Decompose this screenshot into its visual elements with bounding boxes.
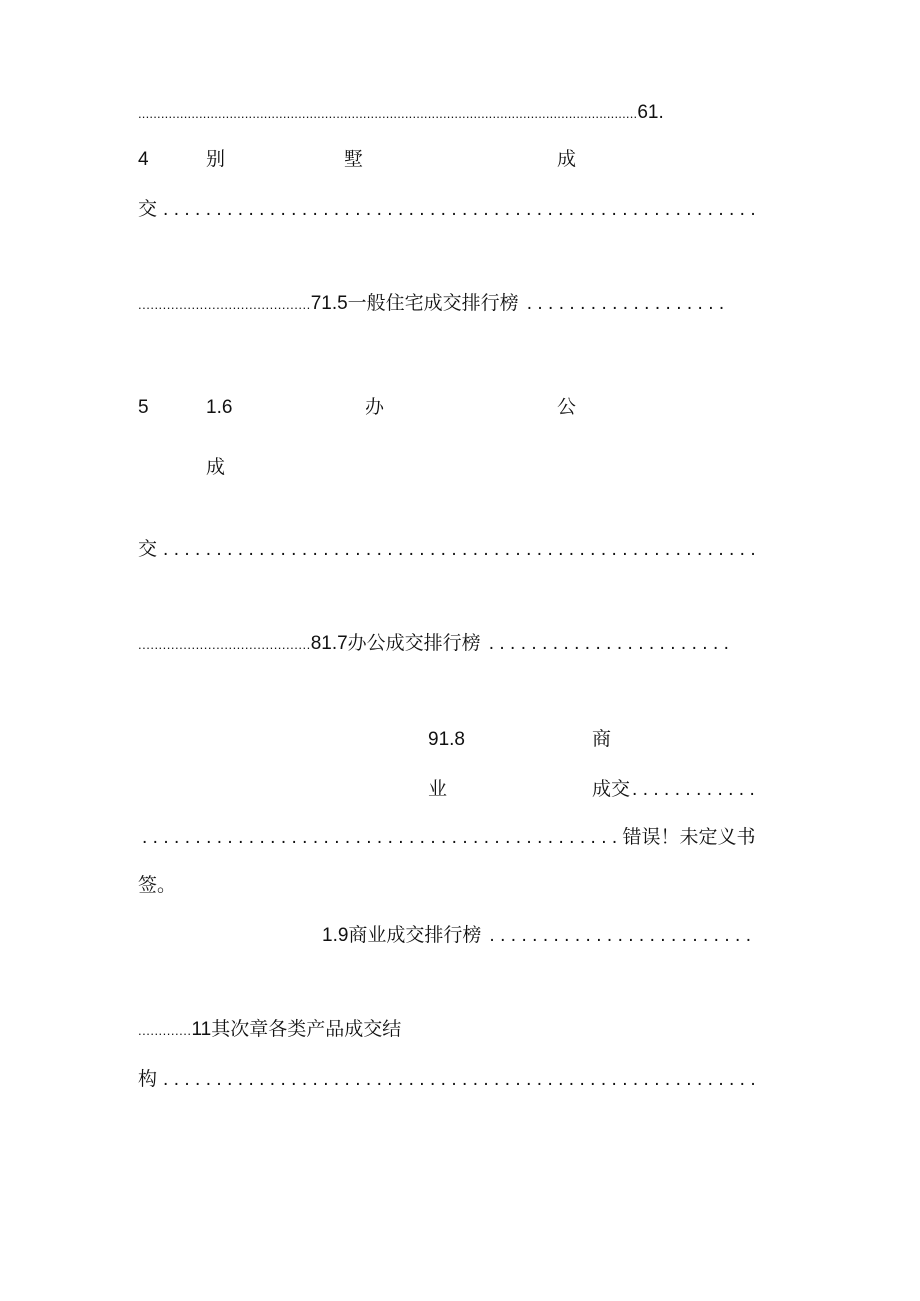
leader-dots: ............: [632, 779, 761, 800]
leader-dots: .............: [138, 1023, 192, 1038]
toc-line-3[interactable]: [138, 198, 761, 222]
toc-line-2-char-3: 成: [557, 149, 577, 170]
toc-entry-title: 81.7办公成交排行榜: [310, 633, 481, 654]
toc-line-9-char: 商: [592, 729, 612, 750]
toc-line-4[interactable]: [138, 292, 730, 317]
toc-entry-title: 11其次章各类产品成交结: [191, 1019, 402, 1040]
toc-line-5-char-1: 办: [365, 397, 385, 418]
toc-error-text: 错误！未定义书: [622, 827, 756, 848]
toc-line-14[interactable]: [138, 1018, 401, 1043]
toc-line-5-number: 5: [138, 397, 149, 418]
page-number: 61.: [637, 102, 664, 123]
toc-line-5-char-2: 公: [557, 397, 577, 418]
leader-dots: .........................: [489, 925, 757, 946]
toc-line-15[interactable]: [138, 1068, 761, 1092]
toc-line-1[interactable]: [138, 101, 664, 126]
leader-dots: ........................................................: [163, 1069, 762, 1090]
leader-dots: .......................: [488, 633, 735, 654]
toc-line-12-text: 签。: [138, 875, 177, 896]
leader-dots: ..........................................: [138, 637, 311, 652]
leader-dots: ........................................................: [163, 199, 762, 220]
toc-line-2-char-1: 别: [206, 149, 226, 170]
toc-line-8[interactable]: [138, 632, 734, 657]
toc-line-7[interactable]: [138, 538, 761, 562]
leader-dots: ..........................................: [138, 297, 311, 312]
toc-line-10-char: 业: [428, 779, 448, 800]
leader-dots: ...................................................................................................................................: [138, 106, 638, 121]
toc-line-2-char-2: 墅: [344, 149, 364, 170]
leader-dots: .............................................: [142, 827, 623, 848]
leader-dots: ...................: [526, 293, 730, 314]
toc-line-10[interactable]: [592, 778, 760, 802]
toc-line-5-section: 1.6: [206, 397, 233, 418]
leader-dots: ........................................................: [163, 539, 762, 560]
toc-char: 交: [138, 199, 158, 220]
toc-line-9-section: 91.8: [428, 729, 465, 750]
toc-entry-title: 1.9商业成交排行榜: [322, 925, 482, 946]
toc-char: 构: [138, 1069, 158, 1090]
toc-char: 交: [138, 539, 158, 560]
toc-line-13[interactable]: [322, 924, 756, 948]
toc-line-11[interactable]: [142, 826, 756, 850]
toc-line-6-char: 成: [206, 457, 226, 478]
toc-text: 成交: [592, 779, 631, 800]
toc-entry-title: 71.5一般住宅成交排行榜: [310, 293, 519, 314]
toc-line-2-number: 4: [138, 149, 149, 170]
